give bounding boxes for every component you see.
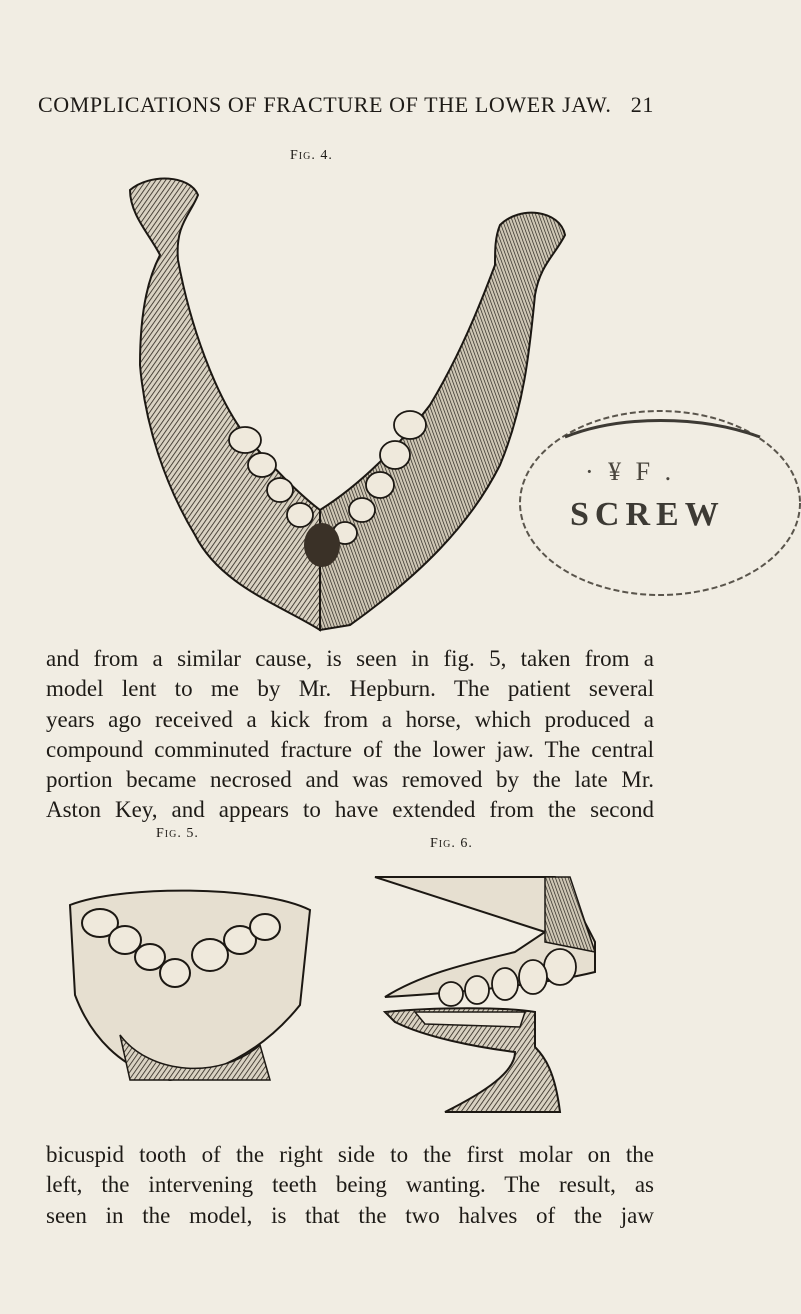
paragraph-2-line: bicuspid tooth of the right side to the first molar on the (46, 1142, 654, 1167)
fig5-jaw-model-illustration (60, 885, 320, 1085)
running-header (38, 92, 654, 118)
paragraph-1-line: and from a similar cause, is seen in fig. 5, taken from a (46, 646, 654, 671)
paragraph-1-line: compound comminuted fracture of the lower jaw. The central (46, 736, 654, 762)
paragraph-1-line: model lent to me by Mr. Hepburn. The patient several (46, 676, 654, 702)
fig5-caption: Fig. 5. (156, 826, 199, 841)
paragraph-1-line: Aston Key, and appears to have extended from the second (46, 797, 654, 823)
fig4-mandible-illustration (0, 165, 801, 645)
paragraph-2-line: left, the intervening teeth being wanting. The result, as (46, 1172, 654, 1198)
page-number: 21 (630, 92, 654, 117)
paragraph-1-line: portion became necrosed and was removed by the late Mr. (46, 767, 654, 793)
paragraph-2 (46, 1140, 654, 1231)
library-stamp-seal (520, 411, 800, 595)
fig4-caption: Fig. 4. (290, 148, 333, 163)
svg-text:· ¥ F .: · ¥ F . (585, 457, 676, 486)
paragraph-2-line: seen in the model, is that the two halves of the jaw (46, 1202, 654, 1228)
paragraph-1-line: years ago received a kick from a horse, which produced a (46, 706, 654, 732)
svg-text:SCREW: SCREW (570, 496, 725, 533)
running-title: COMPLICATIONS OF FRACTURE OF THE LOWER JAW. (38, 92, 612, 117)
fig6-caption: Fig. 6. (430, 836, 473, 851)
fig6-jaw-profile-illustration (355, 872, 615, 1122)
paragraph-1 (46, 644, 654, 826)
